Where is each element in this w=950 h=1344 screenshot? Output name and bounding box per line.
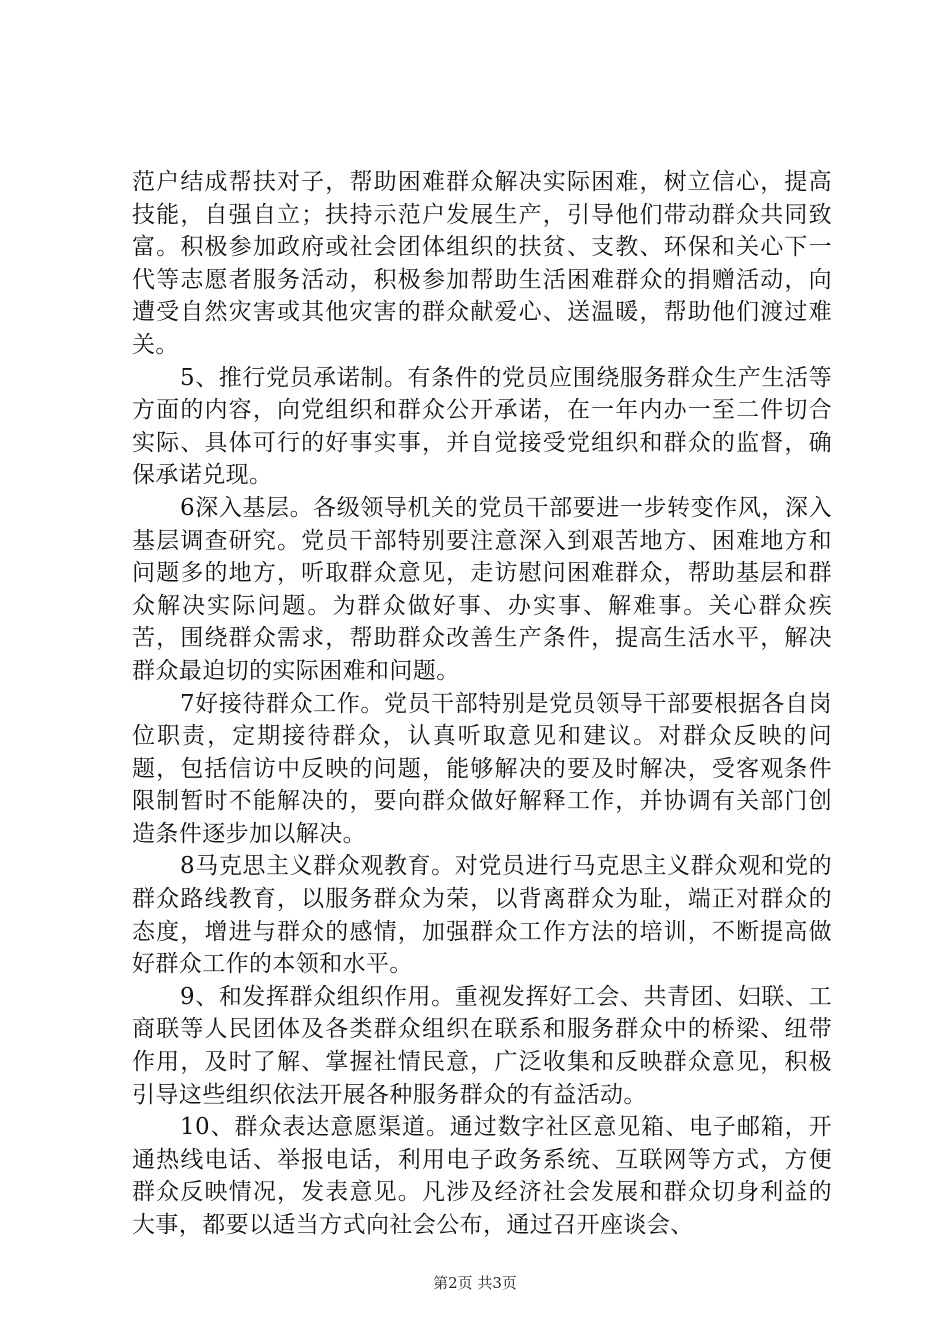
document-body bbox=[132, 166, 832, 1242]
page-footer-number: 第2页 共3页 bbox=[433, 1274, 517, 1292]
paragraph-item-7: 7好接待群众工作。党员干部特别是党员领导干部要根据各自岗位职责，定期接待群众，认真听取意见和建议。对群众反映的问题，包括信访中反映的问题，能够解决的要及时解决，受客观条件限制暂时不能解决的，要向群众做好解释工作，并协调有关部门创造条件逐步加以解决。 bbox=[132, 690, 832, 847]
paragraph-item-5: 5、推行党员承诺制。有条件的党员应围绕服务群众生产生活等方面的内容，向党组织和群众公开承诺，在一年内办一至二件切合实际、具体可行的好事实事，并自觉接受党组织和群众的监督，确保承诺兑现。 bbox=[132, 364, 832, 489]
paragraph-item-10: 10、群众表达意愿渠道。通过数字社区意见箱、电子邮箱，开通热线电话、举报电话，利用电子政务系统、互联网等方式，方便群众反映情况，发表意见。凡涉及经济社会发展和群众切身利益的大事，都要以适当方式向社会公布，通过召开座谈会、 bbox=[132, 1114, 832, 1238]
paragraph-1: 范户结成帮扶对子，帮助困难群众解决实际困难，树立信心，提高技能，自强自立；扶持示范户发展生产，引导他们带动群众共同致富。积极参加政府或社会团体组织的扶贫、支教、环保和关心下一代等志愿者服务活动，积极参加帮助生活困难群众的捐赠活动，向遭受自然灾害或其他灾害的群众献爱心、送温暖，帮助他们渡过难关。 bbox=[132, 169, 832, 358]
paragraph-item-8: 8马克思主义群众观教育。对党员进行马克思主义群众观和党的群众路线教育，以服务群众为荣，以背离群众为耻，端正对群众的态度，增进与群众的感情，加强群众工作方法的培训，不断提高做好群众工作的本领和水平。 bbox=[132, 853, 832, 978]
paragraph-item-9: 9、和发挥群众组织作用。重视发挥好工会、共青团、妇联、工商联等人民团体及各类群众组织在联系和服务群众中的桥梁、纽带作用，及时了解、掌握社情民意，广泛收集和反映群众意见，积极引导这些组织依法开展各种服务群众的有益活动。 bbox=[132, 983, 832, 1108]
paragraph-item-6: 6深入基层。各级领导机关的党员干部要进一步转变作风，深入基层调查研究。党员干部特别要注意深入到艰苦地方、困难地方和问题多的地方，听取群众意见，走访慰问困难群众，帮助基层和群众解决实际问题。为群众做好事、办实事、解难事。关心群众疾苦，围绕群众需求，帮助群众改善生产条件，提高生活水平，解决群众最迫切的实际困难和问题。 bbox=[132, 494, 832, 684]
